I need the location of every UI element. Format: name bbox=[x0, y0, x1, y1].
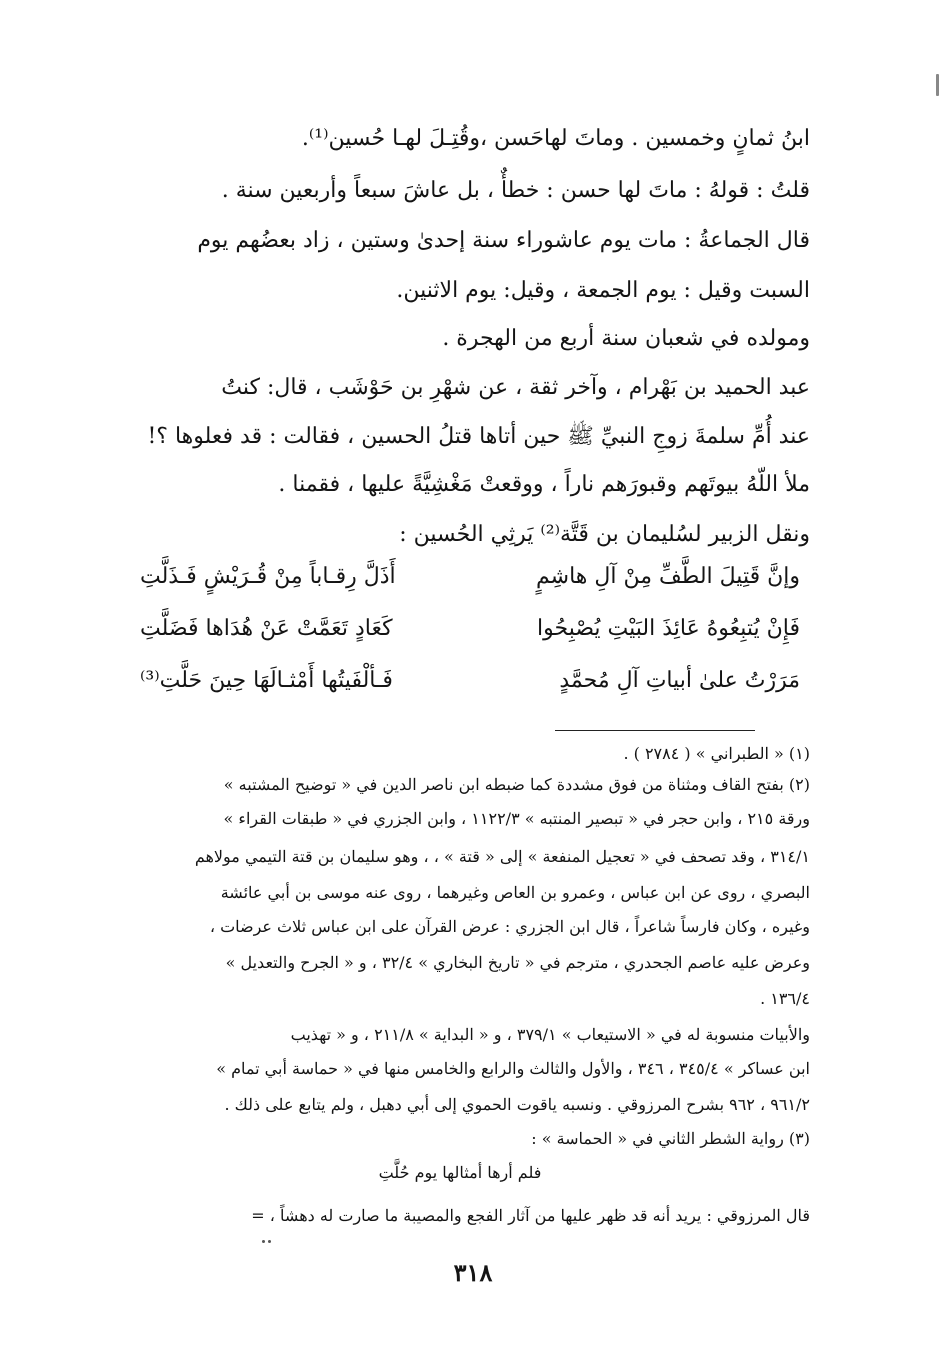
main-text-line: السبت وقيل : يوم الجمعة ، وقيل: يوم الاثنين. bbox=[396, 278, 810, 303]
main-text-line: ومولده في شعبان سنة أربع من الهجرة . bbox=[442, 326, 810, 351]
main-text-line: عبد الحميد بن بَهْرام ، وآخر ثقة ، عن شهْرِ بن حَوْشَب ، قال: كنتُ bbox=[221, 375, 810, 400]
scan-mark bbox=[936, 74, 939, 96]
scan-speck bbox=[268, 1240, 271, 1243]
footnote-line: قال المرزوقي : يريد أنه قد ظهر عليها من آثار الفجع والمصيبة ما صارت له دهشاً ، = bbox=[251, 1206, 810, 1225]
footnote-line: البصري ، روى عن ابن عباس ، وعمرو بن العاص وغيرهما ، روى عنه موسى بن أبي عائشة bbox=[220, 883, 810, 902]
verse-second-hemistich: فَـألْفَيتُها أَمْثـالَهَا حِينَ حَلَّتِ⁽³⁾ bbox=[140, 668, 393, 693]
verse-second-hemistich: أَذَلَّ رِقـاباً مِنْ قُـرَيْشٍ فَـذَلَّتِ bbox=[140, 564, 396, 589]
main-text-line: عند أُمِّ سلمةَ زوجِ النبيِّ ﷺ حين أتاها قتلُ الحسين ، فقالت : قد فعلوها ؟! bbox=[147, 424, 810, 449]
footnote-divider bbox=[555, 730, 755, 731]
scan-speck bbox=[262, 1240, 265, 1243]
footnote-line: والأبيات منسوبة له في « الاستيعاب » ٣٧٩/١ ، و « البداية » ٢١١/٨ ، و « تهذيب bbox=[290, 1025, 810, 1044]
footnote-line: (١) « الطبراني » ( ٢٧٨٤ ) . bbox=[623, 744, 810, 763]
footnote-line: ١٣٦/٤ . bbox=[760, 989, 810, 1008]
main-text-line: ونقل الزبير لسُليمان بن قَتَّة⁽²⁾ يَرثِي الحُسين : bbox=[399, 522, 810, 547]
verse-first-hemistich: فَإِنْ يُتبِعُوهُ عَائِذَ البَيْتِ يُصْبِحُوا bbox=[537, 616, 800, 641]
footnote-line: ابن عساكر » ٣٤٥/٤ ، ٣٤٦ ، والأول والثالث والرابع والخامس منها في « حماسة أبي تمام » bbox=[216, 1059, 810, 1078]
footnote-line: ورقة ٢١٥ ، وابن حجر في « تبصير المنتبه » ١١٢٢/٣ ، وابن الجزري في « طبقات القراء » bbox=[223, 809, 810, 828]
footnote-line: (٣) رواية الشطر الثاني في « الحماسة » : bbox=[531, 1129, 810, 1148]
verse-first-hemistich: مَرَرْتُ علىٰ أبياتِ آلِ مُحمَّدٍ bbox=[559, 668, 800, 693]
main-text-line: قلتُ : قولهُ : ماتَ لها حسن : خطأٌ ، بل عاشَ سبعاً وأربعين سنة . bbox=[221, 178, 810, 203]
footnote-verse: فلم أرها أمثالها يوم حُلَّتِ bbox=[378, 1163, 542, 1182]
main-text-line: ملأ اللّهُ بيوتَهم وقبورَهم ناراً ، ووقعتْ مَغْشِيَّةً عليها ، فقمنا . bbox=[278, 472, 810, 497]
page-number: ٣١٨ bbox=[453, 1258, 493, 1287]
footnote-line: وعرض عليه عاصم الجحدري ، مترجم في « تاريخ البخاري » ٣٢/٤ ، و « الجرح والتعديل » bbox=[225, 953, 810, 972]
main-text-line: ابنُ ثمانٍ وخمسين . وماتَ لهاحَسن ،وقُتِـلَ لهـا حُسين⁽¹⁾. bbox=[301, 126, 810, 151]
footnote-line: ٩٦١/٢ ، ٩٦٢ بشرح المرزوقي . ونسبه ياقوت الحموي إلى أبي دهبل ، ولم يتابع على ذلك . bbox=[224, 1095, 810, 1114]
verse-second-hemistich: كَعَادٍ تَعَمَّتْ عَنْ هُدَاها فَضَلَّتِ bbox=[140, 616, 393, 641]
footnote-line: (٢) بفتح القاف ومثناة من فوق مشددة كما ضبطه ابن ناصر الدين في « توضيح المشتبه » bbox=[223, 775, 810, 794]
main-text-line: قال الجماعةُ : مات يوم عاشوراء سنة إحدىٰ وستين ، زاد بعضُهم يوم bbox=[197, 228, 810, 253]
poem-verse bbox=[110, 664, 800, 704]
poem-verse bbox=[110, 612, 800, 652]
verse-first-hemistich: وإنَّ قَتِيلَ الطَّفِّ مِنْ آلِ هاشِمٍ bbox=[536, 564, 800, 589]
poem-verse bbox=[110, 560, 800, 600]
footnote-line: ٣١٤/١ ، وقد تصحف في « تعجيل المنفعة » إلى « قتة » ، ، وهو سليمان بن قتة التيمي مولاهم bbox=[194, 847, 810, 866]
footnote-line: وغيره ، وكان فارساً شاعراً ، قال ابن الجزري : عرض القرآن على ابن عباس ثلاث عرضات ، bbox=[209, 917, 810, 936]
